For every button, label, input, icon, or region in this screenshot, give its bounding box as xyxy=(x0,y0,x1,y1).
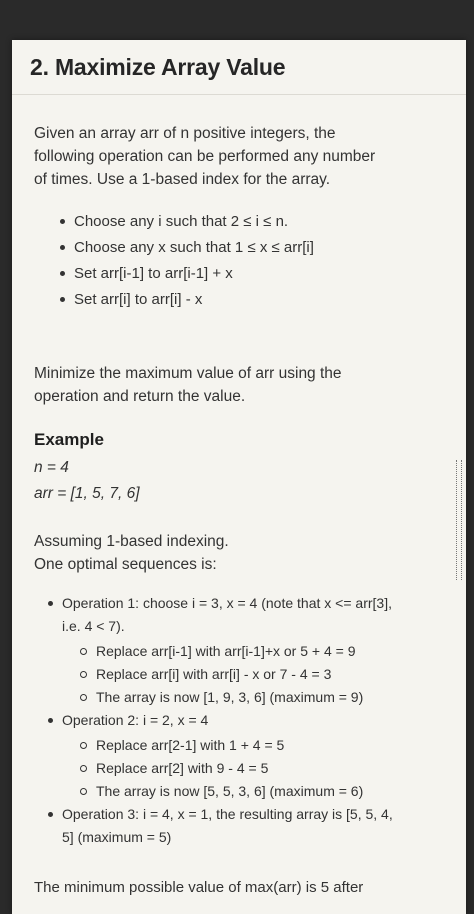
intro-line-2: following operation can be performed any number xyxy=(34,148,376,165)
goal-paragraph xyxy=(34,362,342,408)
goal-line-1: Minimize the maximum value of arr using the xyxy=(34,365,342,382)
step-item: Replace arr[i-1] with arr[i-1]+x or 5 + 4 = 9 xyxy=(80,640,458,663)
intro-line-3: of times. Use a 1-based index for the array. xyxy=(34,171,331,188)
operations-list xyxy=(48,592,458,849)
goal-line-2: operation and return the value. xyxy=(34,388,246,405)
example-arr: arr = [1, 5, 7, 6] xyxy=(34,485,140,502)
step-item: The array is now [5, 5, 3, 6] (maximum = 6) xyxy=(80,780,458,803)
step-item: Replace arr[i] with arr[i] - x or 7 - 4 = 3 xyxy=(80,663,458,686)
assumption-line-2: One optimal sequences is: xyxy=(34,556,217,573)
operation-steps xyxy=(80,640,458,709)
operation-line: 5] (maximum = 5) xyxy=(62,829,172,845)
operation-rules-list xyxy=(60,210,314,311)
rule-item: Choose any x such that 1 ≤ x ≤ arr[i] xyxy=(60,236,314,259)
operation-steps xyxy=(80,734,458,803)
example-n: n = 4 xyxy=(34,459,69,476)
example-assumptions xyxy=(34,530,229,576)
problem-page xyxy=(12,40,466,914)
intro-line-1: Given an array arr of n positive integers, the xyxy=(34,125,336,142)
operation-item xyxy=(48,803,458,849)
assumption-line-1: Assuming 1-based indexing. xyxy=(34,533,229,550)
footer-text: The minimum possible value of max(arr) is 5 after xyxy=(34,879,364,896)
operation-line: Operation 1: choose i = 3, x = 4 (note that x <= arr[3], xyxy=(62,595,392,611)
page-title: 2. Maximize Array Value xyxy=(30,54,286,80)
operation-line: Operation 2: i = 2, x = 4 xyxy=(62,712,209,728)
rule-item: Set arr[i-1] to arr[i-1] + x xyxy=(60,262,314,285)
operation-item xyxy=(48,709,458,803)
scrollbar[interactable] xyxy=(456,460,462,580)
rule-item: Choose any i such that 2 ≤ i ≤ n. xyxy=(60,210,314,233)
intro-paragraph xyxy=(34,122,375,191)
step-item: Replace arr[2] with 9 - 4 = 5 xyxy=(80,757,458,780)
step-item: The array is now [1, 9, 3, 6] (maximum = 9) xyxy=(80,686,458,709)
title-divider xyxy=(12,94,466,95)
rule-item: Set arr[i] to arr[i] - x xyxy=(60,288,314,311)
operation-line: Operation 3: i = 4, x = 1, the resulting array is [5, 5, 4, xyxy=(62,806,393,822)
step-item: Replace arr[2-1] with 1 + 4 = 5 xyxy=(80,734,458,757)
example-heading: Example xyxy=(34,430,104,449)
operation-item xyxy=(48,592,458,709)
operation-line: i.e. 4 < 7). xyxy=(62,618,125,634)
